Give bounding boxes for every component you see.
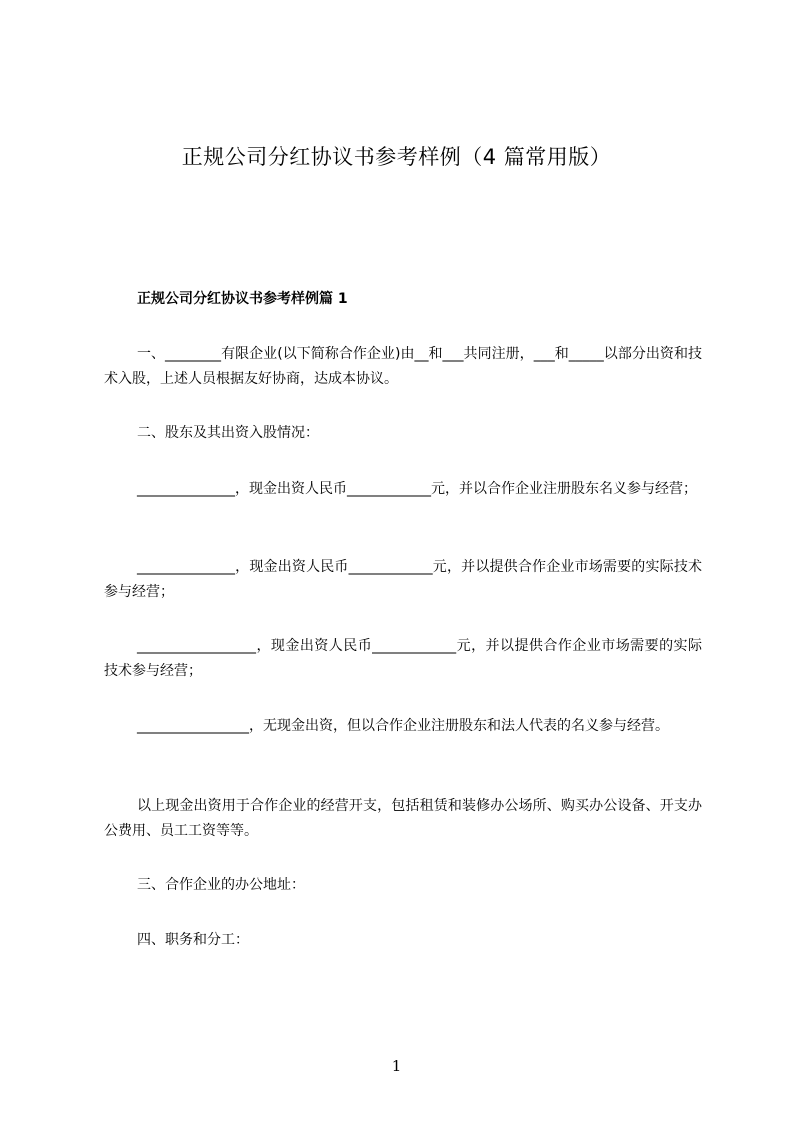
paragraph-shareholder-1: ______________，现金出资人民币____________元，并以合作企业注册股东名义参与经营；: [137, 481, 697, 497]
paragraph-shareholder-3: _________________，现金出资人民币____________元，并以提供合作企业市场需要的实际技术参与经营；: [104, 638, 702, 679]
paragraph-preamble: 一、________有限企业(以下简称合作企业)由__和___共同注册，___和_____以部分出资和技术入股，上述人员根据友好协商，达成本协议。: [104, 346, 702, 387]
page-number: 1: [391, 1057, 402, 1075]
paragraph-shareholders-heading: 二、股东及其出资入股情况：: [137, 425, 319, 441]
paragraph-office-address: 三、合作企业的办公地址：: [137, 877, 305, 893]
paragraph-shareholder-2: ______________，现金出资人民币____________元，并以提供合作企业市场需要的实际技术参与经营；: [104, 559, 702, 600]
paragraph-capital-usage: 以上现金出资用于合作企业的经营开支，包括租赁和装修办公场所、购买办公设备、开支办公费用、员工工资等等。: [104, 798, 702, 839]
paragraph-duties: 四、职务和分工：: [137, 932, 249, 948]
section-heading: 正规公司分红协议书参考样例篇 1: [137, 291, 348, 307]
paragraph-shareholder-4: ________________，无现金出资，但以合作企业注册股东和法人代表的名义参与经营。: [137, 718, 669, 734]
document-title: 正规公司分红协议书参考样例（4 篇常用版）: [181, 145, 612, 169]
